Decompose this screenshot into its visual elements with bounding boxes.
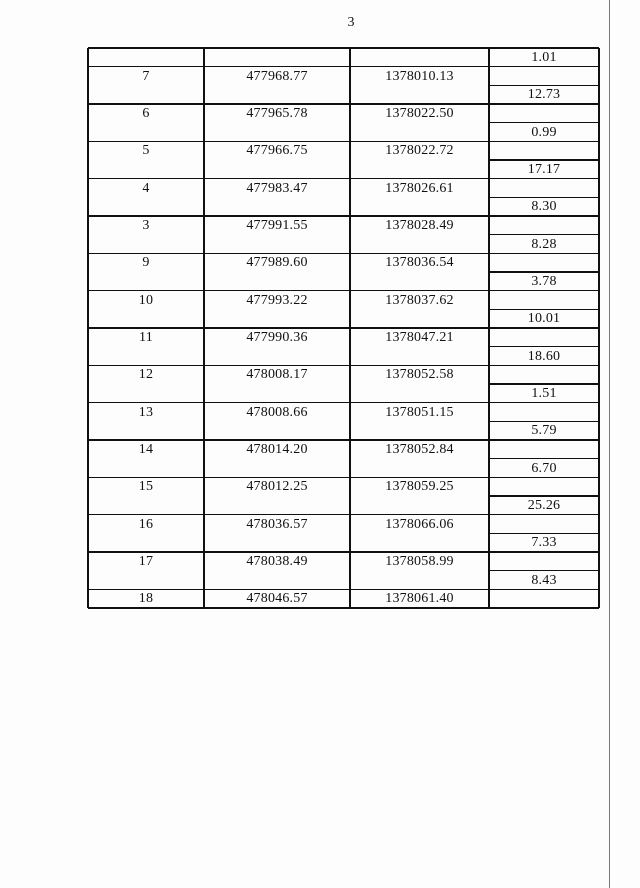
distance-cell: 0.99 — [531, 124, 557, 140]
table-column-rule — [598, 48, 599, 608]
table-column-rule — [488, 48, 489, 608]
coordinates-table — [88, 48, 599, 608]
table-rule — [88, 215, 599, 216]
distance-cell: 8.30 — [531, 199, 557, 215]
y-coordinate-cell: 1378059.25 — [385, 479, 454, 495]
distance-cell: 1.01 — [531, 50, 557, 65]
x-coordinate-cell: 477993.22 — [246, 292, 308, 308]
distance-cell: 18.60 — [527, 348, 561, 364]
page-edge-line — [609, 0, 610, 888]
table-row — [88, 589, 599, 608]
table-row — [88, 421, 599, 440]
y-coordinate-cell — [350, 197, 489, 216]
table-row — [88, 67, 599, 86]
distance-cell: 17.17 — [527, 162, 561, 177]
table-rule — [88, 607, 599, 608]
table-rule — [489, 122, 599, 123]
distance-cell: 6.70 — [531, 460, 557, 476]
x-coordinate-cell: 478012.25 — [246, 479, 308, 495]
y-coordinate-cell: 1378022.50 — [385, 106, 454, 121]
point-number-cell — [88, 197, 204, 216]
table-rule — [88, 178, 599, 179]
table-row — [88, 291, 599, 310]
y-coordinate-cell: 1378026.61 — [385, 180, 454, 196]
table-rule — [88, 47, 599, 48]
table-row — [88, 123, 599, 142]
distance-cell — [489, 216, 599, 235]
y-coordinate-cell: 1378052.58 — [385, 367, 454, 383]
y-coordinate-cell — [350, 85, 489, 104]
x-coordinate-cell: 478008.17 — [246, 367, 308, 383]
distance-cell — [489, 179, 599, 198]
table-rule — [88, 141, 599, 142]
table-rule — [489, 159, 599, 160]
distance-cell: 3.78 — [531, 274, 557, 289]
point-number-cell — [88, 347, 204, 366]
y-coordinate-cell: 1378047.21 — [385, 330, 454, 345]
table-rule — [88, 551, 599, 552]
x-coordinate-cell: 478008.66 — [246, 404, 308, 420]
table-row — [88, 328, 599, 347]
distance-cell — [489, 67, 599, 86]
x-coordinate-cell: 477989.60 — [246, 255, 308, 271]
table-rule — [489, 421, 599, 422]
table-column-rule — [349, 48, 350, 608]
table-rule — [489, 197, 599, 198]
point-number-cell: 9 — [142, 255, 150, 271]
table-row — [88, 347, 599, 366]
y-coordinate-cell — [350, 160, 489, 179]
table-rule — [489, 570, 599, 571]
table-row — [88, 48, 599, 67]
table-row — [88, 403, 599, 422]
table-row — [88, 571, 599, 590]
point-number-cell: 10 — [138, 292, 154, 308]
distance-cell — [489, 141, 599, 160]
table-rule — [88, 589, 599, 590]
point-number-cell: 16 — [138, 516, 154, 532]
page-number: 3 — [347, 15, 355, 30]
distance-cell: 25.26 — [527, 498, 561, 513]
distance-cell: 7.33 — [531, 535, 557, 551]
x-coordinate-cell — [204, 160, 350, 179]
distance-cell — [489, 552, 599, 571]
table-row — [88, 216, 599, 235]
point-number-cell: 7 — [142, 68, 150, 84]
distance-cell — [489, 589, 599, 608]
point-number-cell: 3 — [142, 218, 150, 233]
x-coordinate-cell — [204, 123, 350, 142]
point-number-cell — [88, 496, 204, 515]
table-rule — [489, 458, 599, 459]
x-coordinate-cell: 477968.77 — [246, 68, 308, 84]
y-coordinate-cell: 1378010.13 — [385, 68, 454, 84]
y-coordinate-cell — [350, 347, 489, 366]
y-coordinate-cell — [350, 496, 489, 515]
y-coordinate-cell: 1378051.15 — [385, 404, 454, 420]
table-row — [88, 533, 599, 552]
distance-cell — [489, 328, 599, 347]
y-coordinate-cell: 1378058.99 — [385, 554, 454, 569]
table-rule — [88, 327, 599, 328]
x-coordinate-cell: 478046.57 — [246, 591, 308, 607]
table-row — [88, 477, 599, 496]
y-coordinate-cell: 1378036.54 — [385, 255, 454, 271]
point-number-cell: 13 — [138, 404, 154, 420]
table-row — [88, 272, 599, 291]
x-coordinate-cell: 477990.36 — [246, 330, 308, 345]
table-rule — [489, 85, 599, 86]
x-coordinate-cell: 478036.57 — [246, 516, 308, 532]
y-coordinate-cell: 1378066.06 — [385, 516, 454, 532]
x-coordinate-cell: 477983.47 — [246, 180, 308, 196]
y-coordinate-cell — [350, 384, 489, 403]
distance-cell: 5.79 — [531, 423, 557, 439]
x-coordinate-cell: 477965.78 — [246, 106, 308, 121]
y-coordinate-cell: 1378052.84 — [385, 442, 454, 457]
table-rule — [489, 346, 599, 347]
distance-cell: 12.73 — [527, 87, 561, 103]
point-number-cell — [88, 235, 204, 254]
x-coordinate-cell — [204, 235, 350, 254]
x-coordinate-cell — [204, 272, 350, 291]
distance-cell: 1.51 — [531, 386, 557, 401]
table-column-rule — [87, 48, 88, 608]
point-number-cell — [88, 533, 204, 552]
point-number-cell: 18 — [138, 591, 154, 607]
table-rule — [489, 309, 599, 310]
table-row — [88, 384, 599, 403]
point-number-cell — [88, 160, 204, 179]
point-number-cell — [88, 48, 204, 67]
distance-cell — [489, 515, 599, 534]
point-number-cell: 14 — [138, 442, 154, 457]
table-rule — [489, 383, 599, 384]
point-number-cell — [88, 384, 204, 403]
table-rule — [489, 271, 599, 272]
x-coordinate-cell — [204, 85, 350, 104]
point-number-cell: 6 — [142, 106, 150, 121]
table-rule — [88, 66, 599, 67]
x-coordinate-cell: 478038.49 — [246, 554, 308, 569]
distance-cell — [489, 403, 599, 422]
distance-cell — [489, 477, 599, 496]
table-row — [88, 309, 599, 328]
distance-cell — [489, 291, 599, 310]
table-row — [88, 496, 599, 515]
table-rule — [88, 103, 599, 104]
table-row — [88, 459, 599, 478]
y-coordinate-cell: 1378022.72 — [385, 143, 454, 159]
y-coordinate-cell — [350, 459, 489, 478]
table-rule — [88, 253, 599, 254]
x-coordinate-cell — [204, 384, 350, 403]
x-coordinate-cell — [204, 197, 350, 216]
x-coordinate-cell — [204, 459, 350, 478]
x-coordinate-cell — [204, 533, 350, 552]
y-coordinate-cell: 1378028.49 — [385, 218, 454, 233]
point-number-cell: 15 — [138, 479, 154, 495]
x-coordinate-cell — [204, 309, 350, 328]
x-coordinate-cell — [204, 48, 350, 67]
table-rule — [88, 402, 599, 403]
x-coordinate-cell: 477991.55 — [246, 218, 308, 233]
x-coordinate-cell — [204, 347, 350, 366]
table-row — [88, 160, 599, 179]
y-coordinate-cell — [350, 309, 489, 328]
x-coordinate-cell: 477966.75 — [246, 143, 308, 159]
point-number-cell: 17 — [138, 554, 154, 569]
distance-cell: 10.01 — [527, 311, 561, 327]
point-number-cell — [88, 309, 204, 328]
point-number-cell: 12 — [138, 367, 154, 383]
x-coordinate-cell: 478014.20 — [246, 442, 308, 457]
table-row — [88, 365, 599, 384]
table-row — [88, 197, 599, 216]
x-coordinate-cell — [204, 496, 350, 515]
distance-cell: 8.43 — [531, 572, 557, 588]
point-number-cell — [88, 459, 204, 478]
y-coordinate-cell — [350, 235, 489, 254]
table-rule — [88, 365, 599, 366]
table-row — [88, 141, 599, 160]
y-coordinate-cell — [350, 571, 489, 590]
table-rule — [88, 514, 599, 515]
point-number-cell — [88, 421, 204, 440]
distance-cell — [489, 104, 599, 123]
point-number-cell: 4 — [142, 180, 150, 196]
y-coordinate-cell: 1378061.40 — [385, 591, 454, 607]
table-rule — [489, 495, 599, 496]
y-coordinate-cell — [350, 123, 489, 142]
x-coordinate-cell — [204, 571, 350, 590]
y-coordinate-cell — [350, 48, 489, 67]
table-row — [88, 440, 599, 459]
table-row — [88, 552, 599, 571]
table-row — [88, 235, 599, 254]
table-rule — [489, 533, 599, 534]
point-number-cell — [88, 272, 204, 291]
point-number-cell — [88, 571, 204, 590]
y-coordinate-cell — [350, 533, 489, 552]
distance-cell — [489, 365, 599, 384]
y-coordinate-cell — [350, 421, 489, 440]
x-coordinate-cell — [204, 421, 350, 440]
table-row — [88, 104, 599, 123]
table-rule — [88, 290, 599, 291]
point-number-cell: 11 — [139, 330, 153, 345]
distance-cell — [489, 440, 599, 459]
point-number-cell — [88, 123, 204, 142]
table-row — [88, 515, 599, 534]
table-rule — [489, 234, 599, 235]
table-column-rule — [203, 48, 204, 608]
distance-cell: 8.28 — [531, 236, 557, 252]
y-coordinate-cell — [350, 272, 489, 291]
table-rule — [88, 439, 599, 440]
table-row — [88, 253, 599, 272]
point-number-cell — [88, 85, 204, 104]
point-number-cell: 5 — [142, 143, 150, 159]
table-row — [88, 179, 599, 198]
distance-cell — [489, 253, 599, 272]
y-coordinate-cell: 1378037.62 — [385, 292, 454, 308]
table-row — [88, 85, 599, 104]
table-rule — [88, 477, 599, 478]
